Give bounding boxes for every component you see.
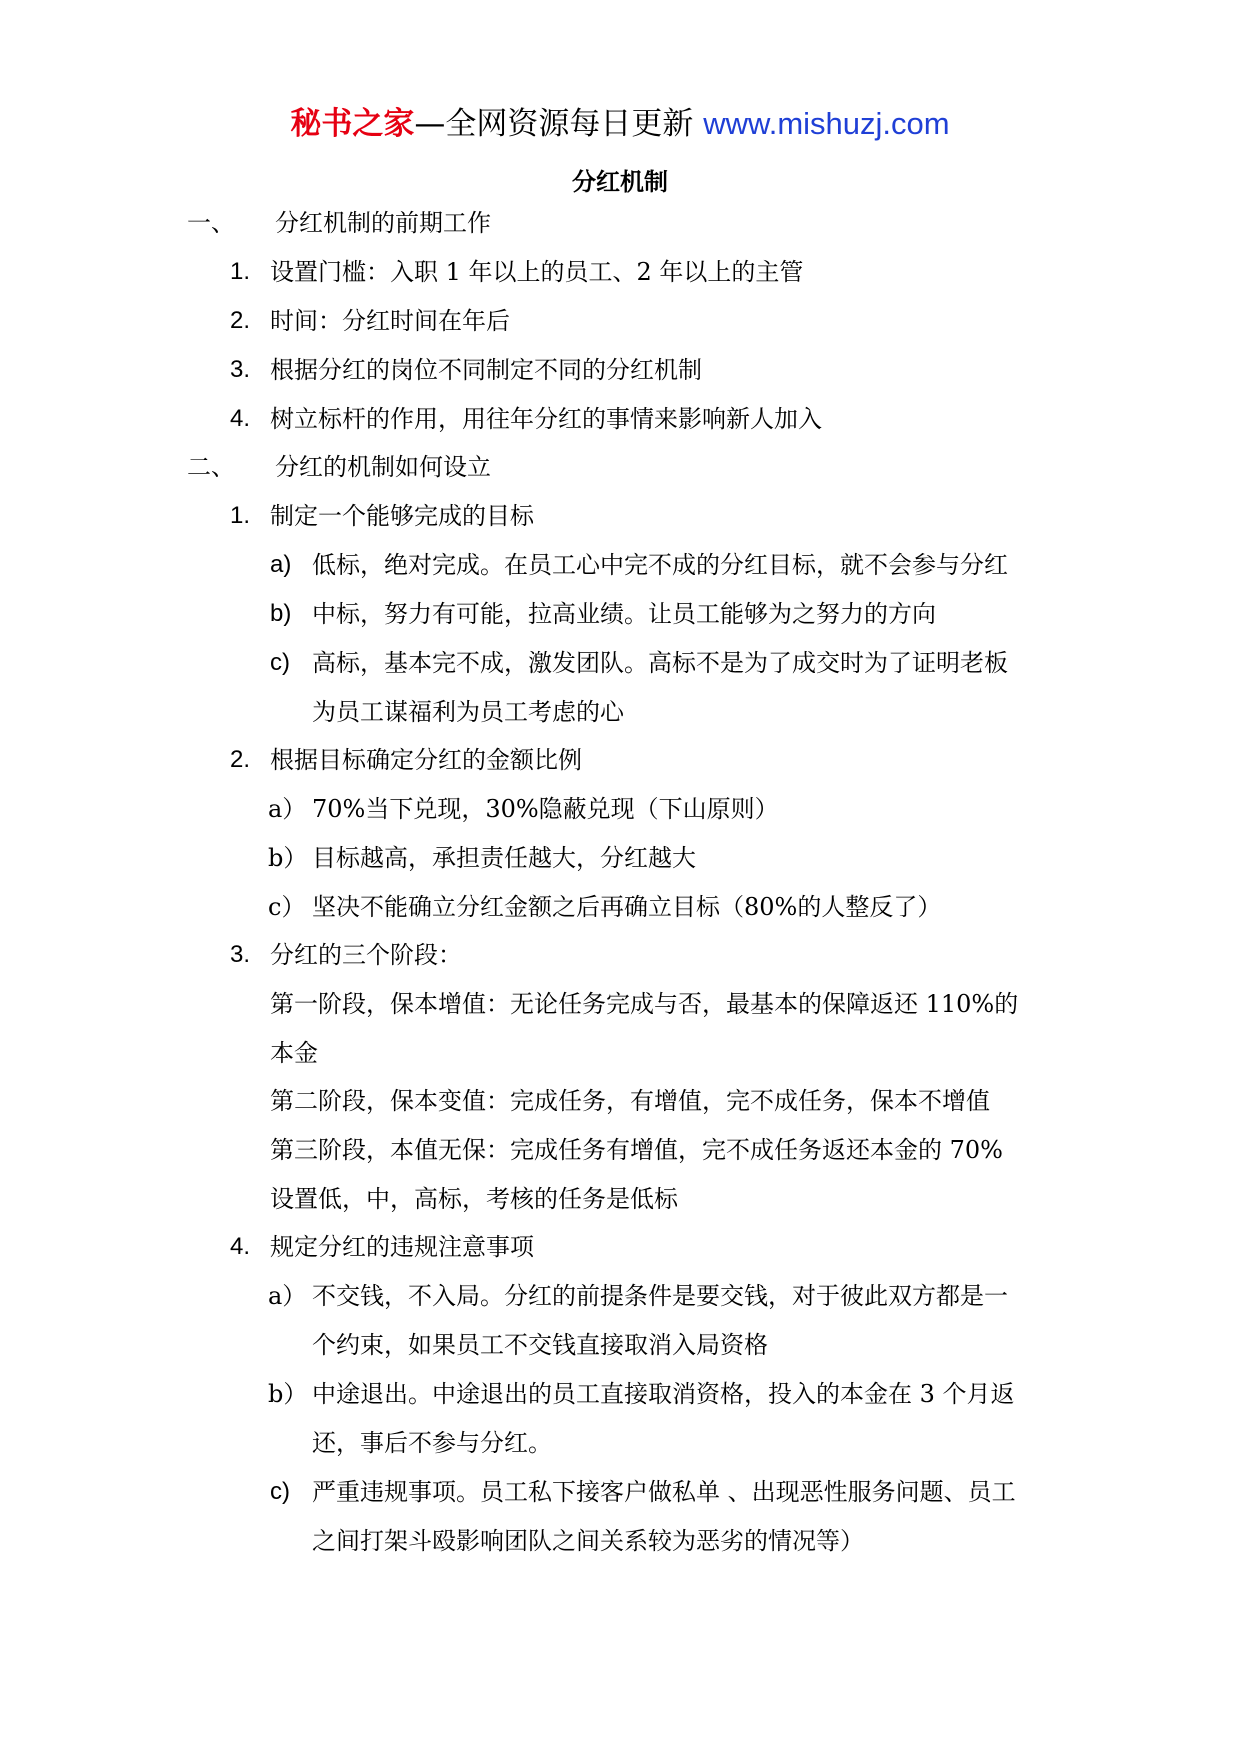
sub-item-marker: c）: [268, 893, 306, 921]
list-item: 规定分红的违规注意事项: [270, 1233, 534, 1261]
sub-item-marker: b）: [268, 1380, 308, 1408]
sub-item-marker: b): [270, 600, 292, 627]
sub-item-text-continued: 个约束，如果员工不交钱直接取消入局资格: [312, 1331, 768, 1359]
list-item: 树立标杆的作用，用往年分红的事情来影响新人加入: [270, 405, 822, 433]
sub-item-marker: c): [270, 1478, 290, 1505]
sub-item-text-continued: 之间打架斗殴影响团队之间关系较为恶劣的情况等）: [312, 1527, 864, 1555]
section-heading-1: 分红机制的前期工作: [275, 209, 491, 237]
stage-line: 本金: [270, 1039, 318, 1067]
list-item: 时间：分红时间在年后: [270, 307, 510, 335]
section-marker-1: 一、: [187, 209, 235, 237]
list-item: 分红的三个阶段：: [270, 941, 462, 969]
list-item: 制定一个能够完成的目标: [270, 502, 534, 530]
list-number: 4.: [230, 405, 251, 432]
site-banner: [0, 94, 1240, 154]
list-number: 1.: [230, 258, 251, 285]
banner-slogan: —全网资源每日更新: [414, 106, 694, 142]
sub-item-marker: b）: [268, 844, 308, 872]
sub-item-text: 低标，绝对完成。在员工心中完不成的分红目标，就不会参与分红: [312, 551, 1008, 579]
stage-line: 第三阶段，本值无保：完成任务有增值，完不成任务返还本金的 70%: [270, 1136, 1003, 1164]
stage-line: 第一阶段，保本增值：无论任务完成与否，最基本的保障返还 110%的: [270, 990, 1019, 1018]
section-heading-2: 分红的机制如何设立: [275, 453, 491, 481]
list-item: 设置门槛：入职 1 年以上的员工、2 年以上的主管: [270, 258, 804, 286]
sub-item-text: 高标，基本完不成，激发团队。高标不是为了成交时为了证明老板: [312, 649, 1008, 677]
sub-item-text: 严重违规事项。员工私下接客户做私单 、出现恶性服务问题、员工: [312, 1478, 1016, 1506]
sub-item-marker: c): [270, 649, 290, 676]
list-item: 根据分红的岗位不同制定不同的分红机制: [270, 356, 702, 384]
sub-item-text: 70%当下兑现，30%隐蔽兑现（下山原则）: [312, 795, 779, 823]
brand-name: 秘书之家: [290, 106, 415, 142]
list-number: 3.: [230, 941, 251, 968]
sub-item-text: 目标越高，承担责任越大，分红越大: [312, 844, 696, 872]
sub-item-text: 中标，努力有可能，拉高业绩。让员工能够为之努力的方向: [312, 600, 936, 628]
sub-item-marker: a）: [268, 795, 307, 823]
stage-line: 第二阶段，保本变值：完成任务，有增值，完不成任务，保本不增值: [270, 1087, 990, 1115]
section-marker-2: 二、: [187, 453, 235, 481]
sub-item-text: 坚决不能确立分红金额之后再确立目标（80%的人整反了）: [312, 893, 942, 921]
list-item: 根据目标确定分红的金额比例: [270, 746, 582, 774]
sub-item-text-continued: 还，事后不参与分红。: [312, 1429, 552, 1457]
sub-item-text-continued: 为员工谋福利为员工考虑的心: [312, 698, 624, 726]
stage-line: 设置低，中，高标，考核的任务是低标: [270, 1185, 678, 1213]
list-number: 2.: [230, 746, 251, 773]
list-number: 4.: [230, 1233, 251, 1260]
list-number: 2.: [230, 307, 251, 334]
sub-item-text: 中途退出。中途退出的员工直接取消资格，投入的本金在 3 个月返: [312, 1380, 1015, 1408]
list-number: 1.: [230, 502, 251, 529]
site-url[interactable]: www.mishuzj.com: [703, 106, 950, 141]
sub-item-marker: a）: [268, 1282, 307, 1310]
page-title: 分红机制: [572, 168, 668, 196]
sub-item-marker: a): [270, 551, 292, 578]
list-number: 3.: [230, 356, 251, 383]
sub-item-text: 不交钱，不入局。分红的前提条件是要交钱，对于彼此双方都是一: [312, 1282, 1008, 1310]
